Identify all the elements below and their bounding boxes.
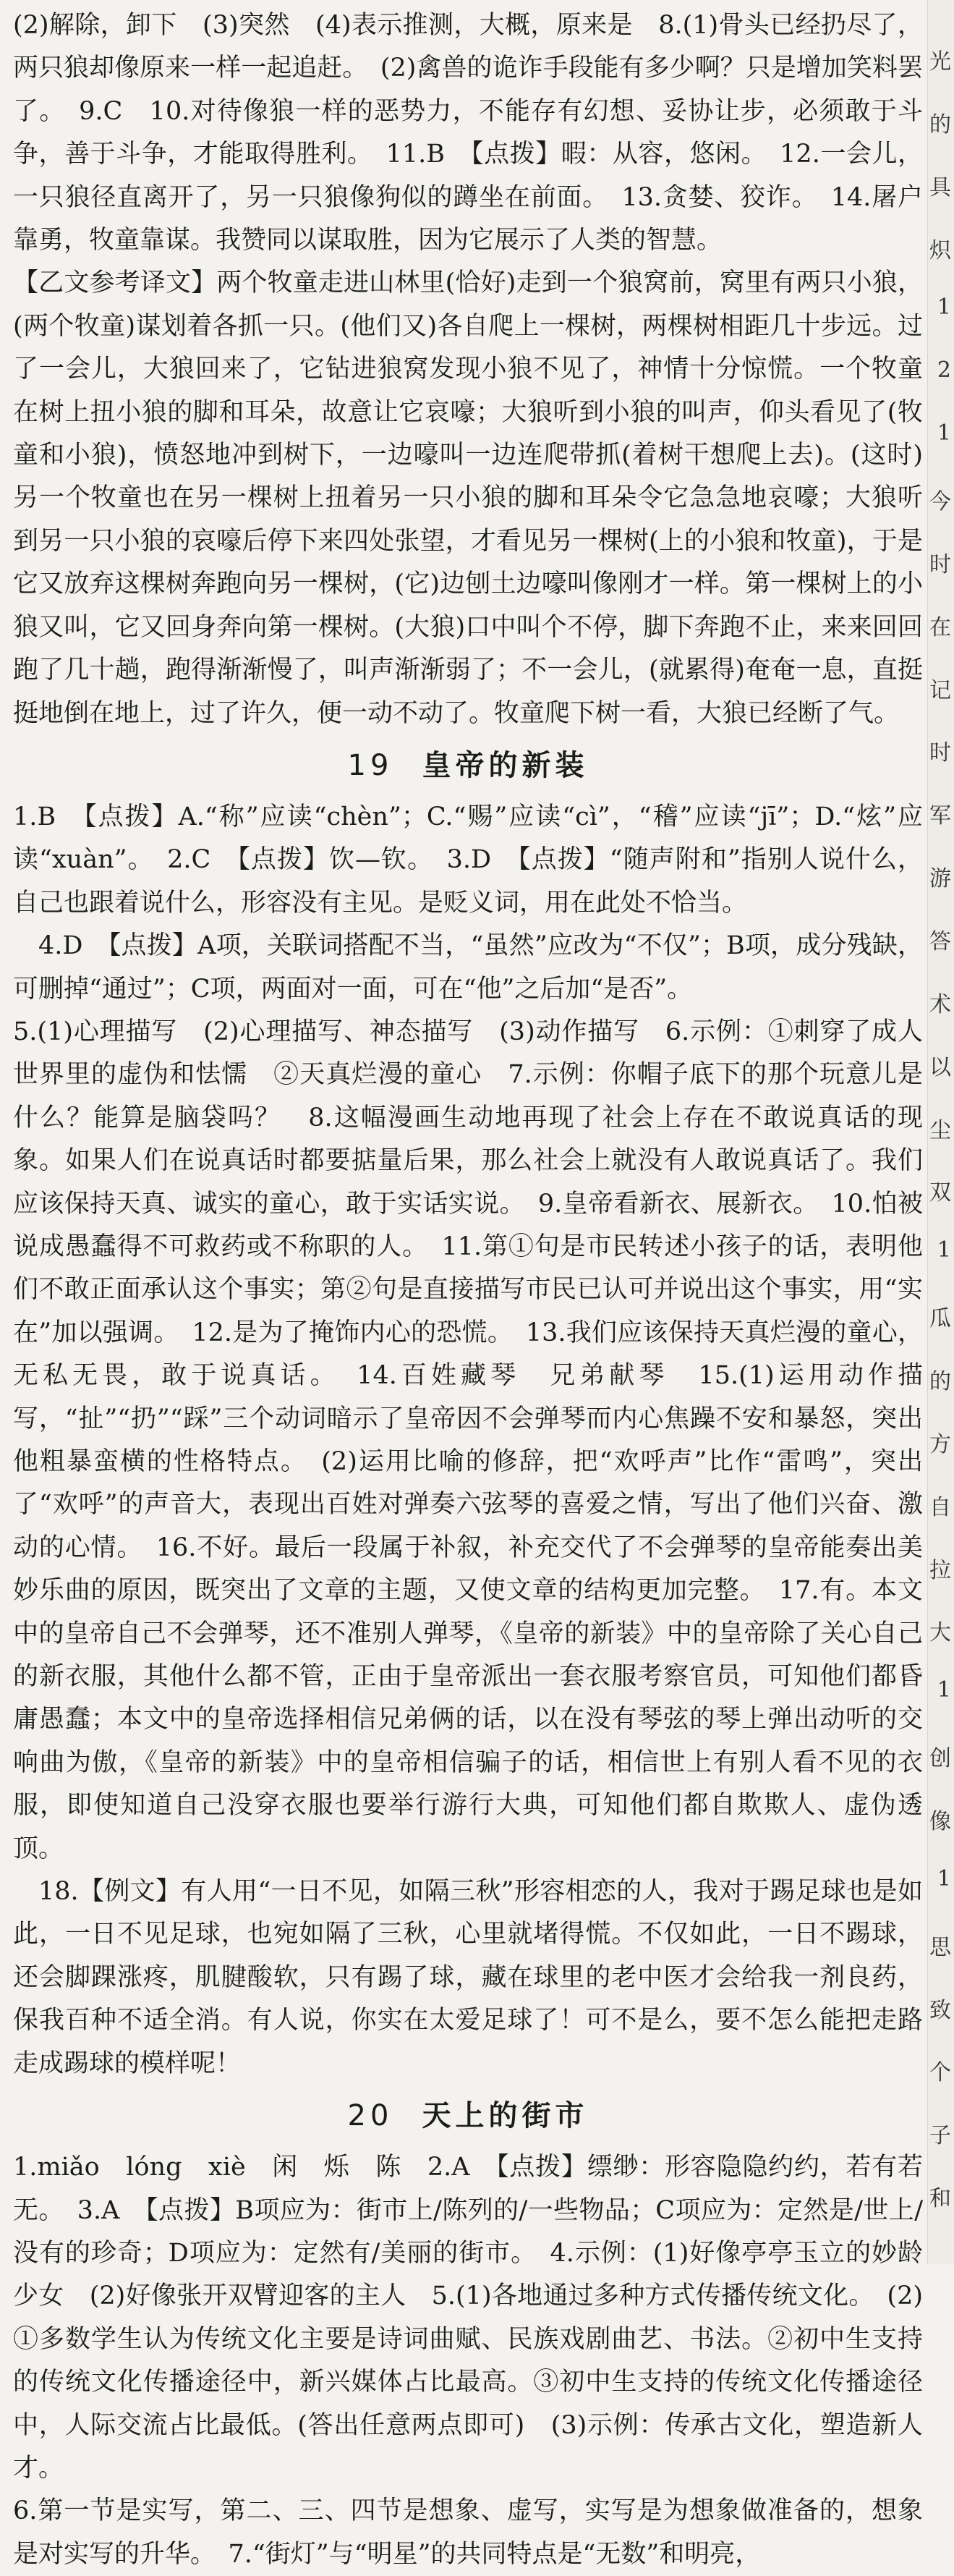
edge-char: 的	[929, 1369, 951, 1394]
edge-char: 1	[937, 295, 951, 321]
edge-char: 大	[929, 1620, 951, 1646]
next-page-edge	[927, 0, 954, 2264]
edge-char: 2	[937, 357, 951, 384]
edge-char: 创	[929, 1746, 951, 1772]
edge-char: 时	[929, 551, 951, 577]
answer-page	[13, 4, 923, 2576]
edge-char: 方	[929, 1431, 951, 1457]
lesson-title: 皇帝的新装	[422, 747, 589, 782]
example-essay: 18.【例文】有人用“一日不见，如隔三秋”形容相恋的人，我对于踢足球也是如此，一日不见足球，也宛如隔了三秋，心里就堵得慌。不仅如此，一日不踢球，还会脚踝涨疼，肌腱酸软，只有踢了球，藏在球里的老中医才会给我一剂良药，保我百种不适全消。有人说，你实在太爱足球了！可不是么，要不怎么能把走路走成踢球的模样呢！	[13, 1877, 923, 2078]
lesson-title: 天上的街市	[422, 2098, 589, 2133]
edge-char: 双	[929, 1180, 951, 1206]
answer-block-20-2: 6.第一节是实写，第二、三、四节是想象、虚写，实写是为想象做准备的，想象是对实写的升华。 7.“街灯”与“明星”的共同特点是“无数”和明亮，	[13, 2496, 923, 2569]
edge-char: 答	[929, 929, 951, 954]
edge-char: 个	[929, 2060, 951, 2086]
edge-char: 时	[929, 740, 951, 766]
edge-char: 的	[929, 111, 951, 137]
edge-char: 1	[937, 420, 951, 446]
edge-char: 具	[929, 174, 951, 200]
edge-char: 像	[929, 1809, 951, 1834]
edge-char: 1	[937, 1865, 951, 1891]
answer-block-1: (2)解除，卸下 (3)突然 (4)表示推测，大概，原来是 8.(1)骨头已经扔尽了，两只狼却像原来一样一起追赶。 (2)禽兽的诡诈手段能有多少啊？只是增加笑料罢了。 9.C 10.对待像狼一样的恶势力，不能存有幻想、妥协让步，必须敢于斗争，善于斗争，才能取得胜利。 11.B 【点拨】暇：从容，悠闲。 12.一会儿，一只狼径直离开了，另一只狼像狗似的蹲坐在前面。 13.贪婪、狡诈。 14.屠户靠勇，牧童靠谋。我赞同以谋取胜，因为它展示了人类的智慧。	[13, 11, 923, 255]
answer-block-20-1: 1.miǎo lóng xiè 闲 烁 陈 2.A 【点拨】缥缈：形容隐隐约约，若有若无。 3.A 【点拨】B项应为：街市上/陈列的/一些物品；C项应为：定然是/世上/没有的珍奇；D项应为：定然有/美丽的街市。 4.示例：(1)好像亭亭玉立的妙龄少女 (2)好像张开双臂迎客的主人 5.(1)各地通过多种方式传播传统文化。 (2)①多数学生认为传统文化主要是诗词曲赋、民族戏剧曲艺、书法。②初中生支持的传统文化传播途径中，新兴媒体占比最高。③初中生支持的传统文化传播途径中，人际交流占比最低。(答出任意两点即可) (3)示例：传承古文化，塑造新人才。	[13, 2153, 923, 2483]
lesson-19-heading	[13, 735, 923, 796]
edge-char: 炽	[929, 237, 951, 263]
edge-char: 子	[929, 2123, 951, 2149]
reference-translation: 【乙文参考译文】两个牧童走进山林里(恰好)走到一个狼窝前，窝里有两只小狼，(两个牧童)谋划着各抓一只。(他们又)各自爬上一棵树，两棵树相距几十步远。过了一会儿，大狼回来了，它钻进狼窝发现小狼不见了，神情十分惊慌。一个牧童在树上扭小狼的脚和耳朵，故意让它哀嚎；大狼听到小狼的叫声，仰头看见了(牧童和小狼)，愤怒地冲到树下，一边嚎叫一边连爬带抓(着树干想爬上去)。(这时)另一个牧童也在另一棵树上扭着另一只小狼的脚和耳朵令它急急地哀嚎；大狼听到另一只小狼的哀嚎后停下来四处张望，才看见另一棵树(上的小狼和牧童)，于是它又放弃这棵树奔跑向另一棵树，(它)边刨土边嚎叫像刚才一样。第一棵树上的小狼又叫，它又回身奔向第一棵树。(大狼)口中叫个不停，脚下奔跑不止，来来回回跑了几十趟，跑得渐渐慢了，叫声渐渐弱了；不一会儿，(就累得)奄奄一息，直挺挺地倒在地上，过了许久，便一动不动了。牧童爬下树一看，大狼已经断了气。	[13, 268, 923, 728]
lesson-number: 19	[347, 748, 393, 782]
edge-char: 和	[929, 2186, 951, 2212]
edge-char: 游	[929, 866, 951, 892]
edge-char: 在	[929, 614, 951, 640]
edge-char: 瓜	[929, 1306, 951, 1332]
edge-char: 光	[929, 49, 951, 75]
edge-char: 今	[929, 489, 951, 514]
edge-char: 以	[929, 1054, 951, 1080]
lesson-20-heading	[13, 2085, 923, 2146]
edge-char: 1	[937, 1677, 951, 1703]
edge-char: 致	[929, 1997, 951, 2023]
edge-char: 1	[937, 1237, 951, 1263]
answer-block-19-2: 4.D 【点拨】A项，关联词搭配不当，“虽然”应改为“不仅”；B项，成分残缺，可删掉“通过”；C项，两面对一面，可在“他”之后加“是否”。	[13, 931, 923, 1004]
edge-char: 尘	[929, 1117, 951, 1143]
edge-char: 术	[929, 991, 951, 1017]
edge-char: 拉	[929, 1557, 951, 1583]
edge-char: 军	[929, 803, 951, 829]
answer-block-19-1: 1.B 【点拨】A.“称”应读“chèn”；C.“赐”应读“cì”，“稽”应读“jī”；D.“炫”应读“xuàn”。 2.C 【点拨】饮—钦。 3.D 【点拨】“随声附和”指别人说什么，自己也跟着说什么，形容没有主见。是贬义词，用在此处不恰当。	[13, 802, 923, 918]
answer-block-19-3: 5.(1)心理描写 (2)心理描写、神态描写 (3)动作描写 6.示例：①刺穿了成人世界里的虚伪和怯懦 ②天真烂漫的童心 7.示例：你帽子底下的那个玩意儿是什么？能算是脑袋吗？ 8.这幅漫画生动地再现了社会上存在不敢说真话的现象。如果人们在说真话时都要掂量后果，那么社会上就没有人敢说真话了。我们应该保持天真、诚实的童心，敢于实话实说。 9.皇帝看新衣、展新衣。 10.怕被说成愚蠢得不可救药或不称职的人。 11.第①句是市民转述小孩子的话，表明他们不敢正面承认这个事实；第②句是直接描写市民已认可并说出这个事实，用“实在”加以强调。 12.是为了掩饰内心的恐慌。 13.我们应该保持天真烂漫的童心，无私无畏，敢于说真话。 14.百姓藏琴 兄弟献琴 15.(1)运用动作描写，“扯”“扔”“踩”三个动词暗示了皇帝因不会弹琴而内心焦躁不安和暴怒，突出他粗暴蛮横的性格特点。 (2)运用比喻的修辞，把“欢呼声”比作“雷鸣”，突出了“欢呼”的声音大，表现出百姓对弹奏六弦琴的喜爱之情，写出了他们兴奋、激动的心情。 16.不好。最后一段属于补叙，补充交代了不会弹琴的皇帝能奏出美妙乐曲的原因，既突出了文章的主题，又使文章的结构更加完整。 17.有。本文中的皇帝自己不会弹琴，还不准别人弹琴，《皇帝的新装》中的皇帝除了关心自己的新衣服，其他什么都不管，正由于皇帝派出一套衣服考察官员，可知他们都昏庸愚蠢；本文中的皇帝选择相信兄弟俩的话，以在没有琴弦的琴上弹出动听的交响曲为傲，《皇帝的新装》中的皇帝相信骗子的话，相信世上有别人看不见的衣服，即使知道自己没穿衣服也要举行游行大典，可知他们都自欺欺人、虚伪透顶。	[13, 1017, 923, 1863]
edge-char: 思	[929, 1934, 951, 1960]
edge-char: 记	[929, 677, 951, 703]
lesson-number: 20	[347, 2099, 393, 2133]
edge-char: 自	[929, 1494, 951, 1520]
